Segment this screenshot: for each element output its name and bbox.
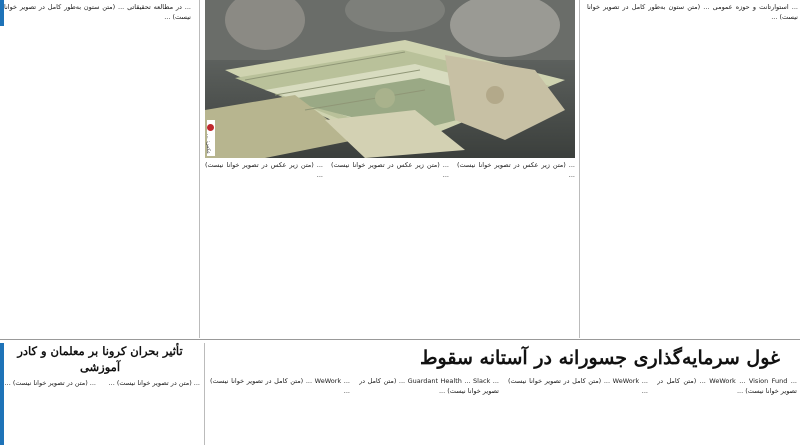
photo-article-column: ... (متن زیر عکس در تصویر خوانا نیست) ... xyxy=(457,161,575,180)
left-column-accent-bar xyxy=(0,0,4,26)
main-story-body xyxy=(210,376,798,445)
side-story-column: ... (متن در تصویر خوانا نیست) ... xyxy=(108,379,200,387)
photo-credit-text: عکس: ... xyxy=(205,134,211,155)
column-divider xyxy=(204,343,205,445)
main-story-column: ... WeWork ... Vision Fund ... (متن کامل در تصویر خوانا نیست) ... xyxy=(657,377,797,396)
side-story-column: ... (متن در تصویر خوانا نیست) ... xyxy=(4,379,96,387)
camera-icon xyxy=(207,124,214,131)
photo-article-column: ... (متن زیر عکس در تصویر خوانا نیست) ... xyxy=(331,161,449,180)
main-story-column: ... WeWork ... (متن کامل در تصویر خوانا نیست) ... xyxy=(210,377,350,396)
side-headline: تأثیر بحران کرونا بر معلمان و کادر آموزشی xyxy=(17,344,183,374)
left-column xyxy=(0,0,197,338)
photo-article-column: ... (متن زیر عکس در تصویر خوانا نیست) ... xyxy=(205,161,323,180)
side-story-body xyxy=(0,378,200,445)
column-divider xyxy=(199,0,200,338)
right-column-text: ... استوارتانت و حوزه عمومی ... (متن ستون به‌طور کامل در تصویر خوانا نیست) ... xyxy=(587,3,798,22)
main-story-column: ... WeWork ... (متن کامل در تصویر خوانا نیست) ... xyxy=(508,377,648,396)
column-divider xyxy=(579,0,580,338)
left-column-text: ... در مطالعه تحقیقاتی ... (متن ستون به‌طور کامل در تصویر خوانا نیست) ... xyxy=(4,3,191,22)
banknotes-illustration xyxy=(205,0,575,158)
photo-article-body xyxy=(205,160,575,270)
banknotes-photo xyxy=(205,0,575,158)
main-headline: غول سرمایه‌گذاری جسورانه در آستانه سقوط xyxy=(419,347,780,369)
section-divider xyxy=(0,339,800,340)
right-column xyxy=(581,0,800,338)
main-story-column: ... Guardant Health ... Slack ... (متن کامل در تصویر خوانا نیست) ... xyxy=(359,377,499,396)
